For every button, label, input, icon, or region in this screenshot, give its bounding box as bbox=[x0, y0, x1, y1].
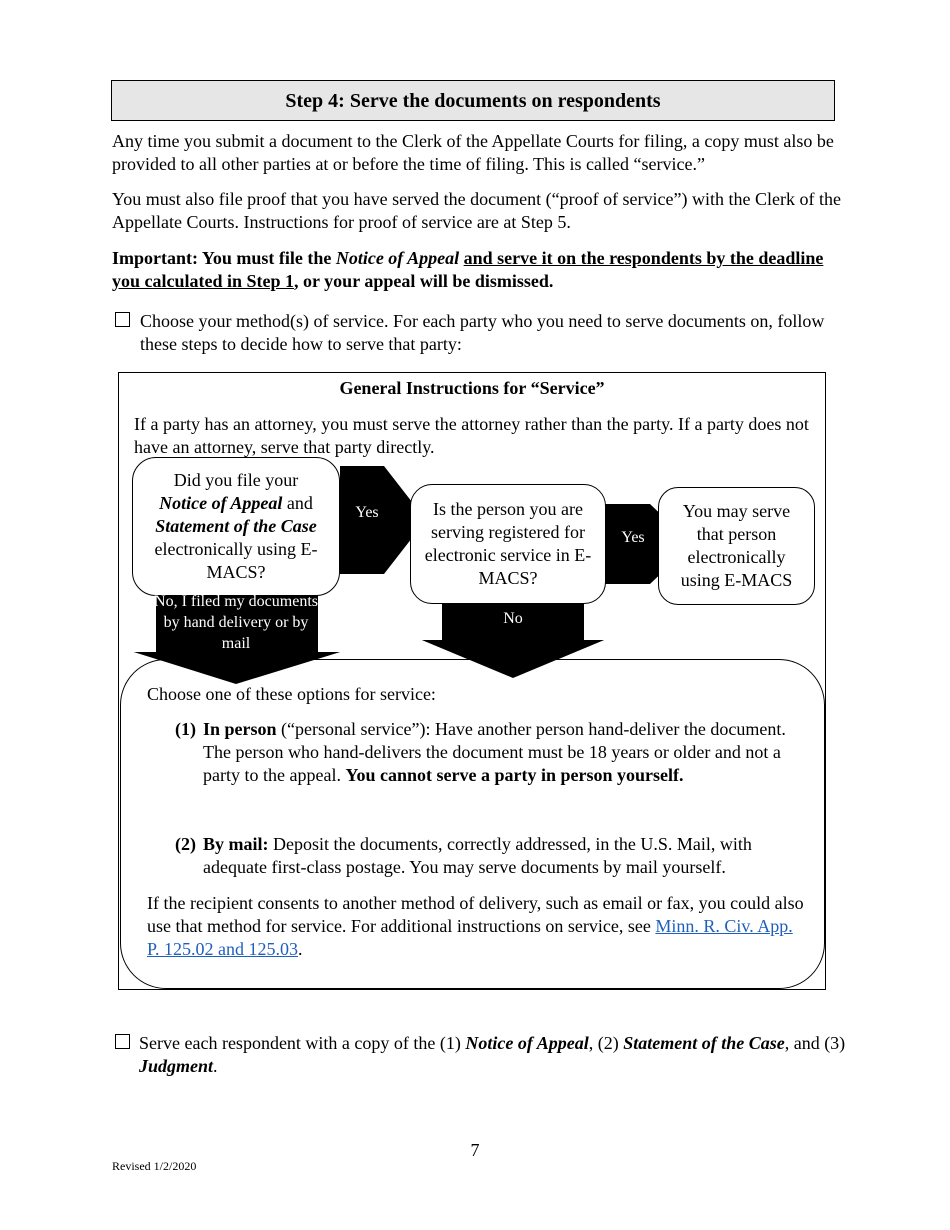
serve-text-2: , (2) bbox=[588, 1033, 624, 1053]
yes-label-2: Yes bbox=[621, 529, 645, 546]
revised-date: Revised 1/2/2020 bbox=[112, 1159, 197, 1173]
q2-text: Is the person you are serving registered for electronic service in E-MACS? bbox=[424, 499, 592, 588]
serve-text-1: Serve each respondent with a copy of the (1) bbox=[139, 1033, 466, 1053]
q1-emacs: electronically using E-MACS? bbox=[154, 539, 318, 582]
page-number: 7 bbox=[470, 1140, 480, 1160]
option-2-text bbox=[203, 833, 793, 879]
serve-checkbox-label bbox=[139, 1032, 849, 1078]
important-notice-of-appeal: Notice of Appeal bbox=[335, 248, 460, 268]
step-heading: Step 4: Serve the documents on respondents bbox=[111, 80, 835, 121]
consent-end: . bbox=[298, 939, 303, 959]
q1-statement-of-case: Statement of the Case bbox=[155, 516, 317, 536]
service-intro-paragraph: Any time you submit a document to the Clerk of the Appellate Courts for filing, a copy must also be provided to all other parties at or before the time of filing. This is called “service.” bbox=[112, 131, 834, 174]
serve-checkbox[interactable] bbox=[115, 1034, 130, 1049]
option-2-title: By mail: bbox=[203, 834, 269, 854]
option-1-body: (“personal service”): Have another person hand-deliver the document. The person who hand-delivers the document must be 18 years or older and not a party to the appeal. bbox=[203, 719, 786, 785]
no-hand-arrow-tip bbox=[134, 652, 340, 684]
q1-line: Did you file your bbox=[173, 470, 299, 490]
rule-link[interactable]: Minn. R. Civ. App. P. 125.02 and 125.03 bbox=[147, 916, 793, 959]
option-2-number: (2) bbox=[175, 834, 196, 854]
general-instructions-title: General Instructions for “Service” bbox=[339, 378, 605, 398]
important-deadline: and serve it on the respondents by the deadline you calculated in Step 1 bbox=[112, 248, 824, 291]
serve-statement-of-case: Statement of the Case bbox=[623, 1033, 785, 1053]
option-1-warning: You cannot serve a party in person yourself. bbox=[345, 765, 684, 785]
q1-and: and bbox=[282, 493, 313, 513]
serve-notice-of-appeal: Notice of Appeal bbox=[465, 1033, 589, 1053]
option-1-number: (1) bbox=[175, 719, 196, 739]
serve-text-3: , and (3) bbox=[784, 1033, 846, 1053]
q1-notice-of-appeal: Notice of Appeal bbox=[159, 493, 283, 513]
option-1-title: In person bbox=[203, 719, 277, 739]
option-1-text bbox=[203, 718, 793, 787]
general-instructions-text: If a party has an attorney, you must serve the attorney rather than the party. If a party does not have an attorney, serve that party directly. bbox=[134, 414, 809, 457]
no-hand-label: No, I filed my documents by hand delivery or by mail bbox=[154, 593, 318, 652]
options-intro: Choose one of these options for service: bbox=[147, 684, 436, 704]
no-arrow-tip bbox=[422, 640, 604, 678]
no-label: No bbox=[503, 610, 523, 627]
consent-paragraph bbox=[147, 892, 807, 961]
serve-judgment: Judgment bbox=[139, 1056, 214, 1076]
important-lead: Important: You must file the bbox=[112, 248, 336, 268]
yes-label-1: Yes bbox=[355, 504, 379, 521]
serve-text-4: . bbox=[213, 1056, 218, 1076]
proof-of-service-paragraph: You must also file proof that you have served the document (“proof of service”) with the Clerk of the Appellate Courts. Instructions for proof of service are at Step 5. bbox=[112, 189, 841, 232]
q3-text: You may serve that person electronically using E-MACS bbox=[680, 501, 793, 590]
method-checkbox-label: Choose your method(s) of service. For each party who you need to serve documents on, follow these steps to decide how to serve that party: bbox=[140, 311, 825, 354]
option-2-body: Deposit the documents, correctly addressed, in the U.S. Mail, with adequate first-class postage. You may serve documents by mail yourself. bbox=[203, 834, 752, 877]
consent-text: If the recipient consents to another method of delivery, such as email or fax, you could also use that method for service. For additional instructions on service, see bbox=[147, 893, 804, 936]
important-dismissed: , or your appeal will be dismissed. bbox=[294, 271, 554, 291]
